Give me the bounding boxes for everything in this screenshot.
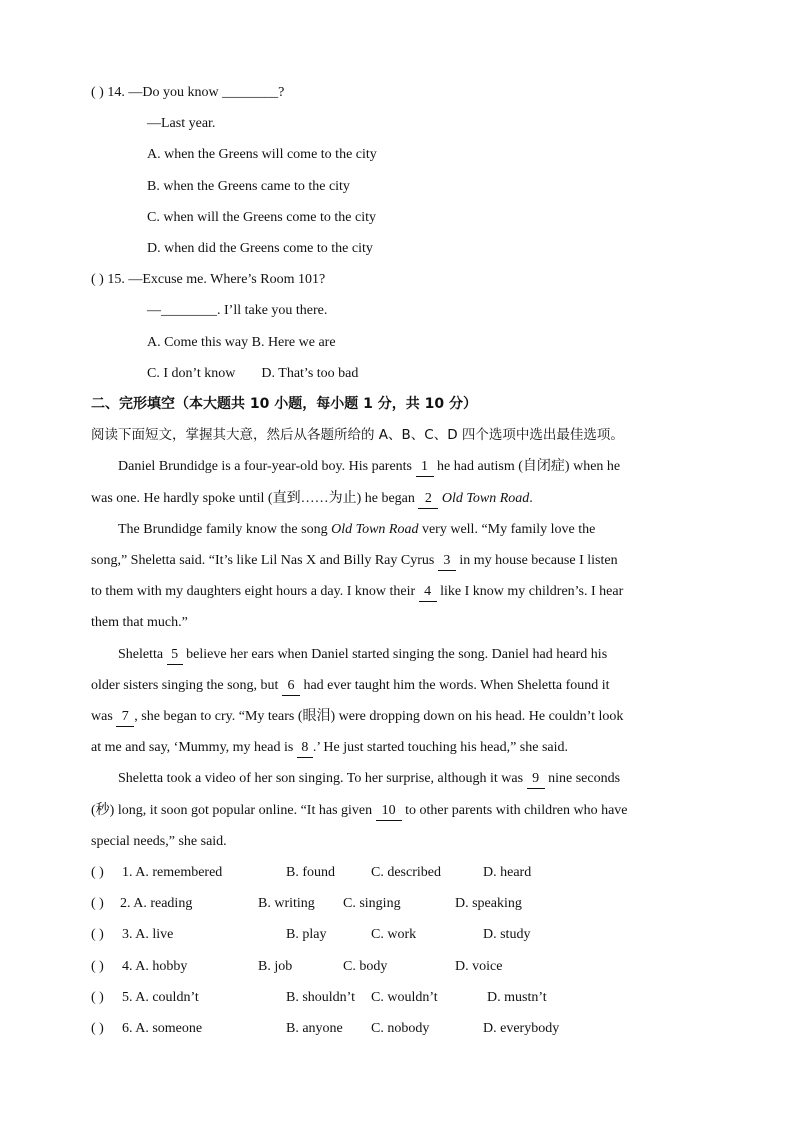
passage-text: to them with my daughters eight hours a day. I know their: [91, 584, 419, 599]
passage-text: in my house because I listen: [455, 553, 618, 568]
blank-1: 1: [416, 458, 434, 477]
option-b: B. writing: [258, 896, 315, 911]
blank-7: 7: [116, 708, 134, 727]
option-d: D. everybody: [483, 1021, 560, 1036]
option-d: D. heard: [483, 865, 532, 880]
option-a-b: A. Come this way B. Here we are: [147, 335, 336, 350]
option-c: C. described: [371, 865, 441, 880]
passage-line: [91, 583, 623, 602]
song-title: Old Town Road: [441, 491, 530, 506]
option-d: D. when did the Greens come to the city: [147, 241, 373, 256]
section-instruction: 阅读下面短文，掌握其大意，然后从各题所给的 A、B、C、D 四个选项中选出最佳选项。: [91, 427, 624, 443]
option-c: C. wouldn’t: [371, 990, 438, 1005]
option-c: C. work: [371, 927, 417, 942]
passage-text: .: [529, 491, 533, 506]
answer-paren: ( ): [91, 865, 104, 880]
blank-5: 5: [167, 646, 183, 665]
blank-3: 3: [438, 552, 456, 571]
question-text-end: ?: [278, 85, 285, 100]
answer-paren: ( ): [91, 85, 104, 100]
option-b: B. anyone: [286, 1021, 343, 1036]
passage-line: [91, 739, 568, 758]
answer-paren: ( ): [91, 990, 104, 1005]
option-c: C. nobody: [371, 1021, 430, 1036]
blank-10: 10: [376, 802, 402, 821]
blank-6: 6: [282, 677, 300, 696]
option-b: B. shouldn’t: [286, 990, 355, 1005]
option-a: 3. A. live: [122, 927, 174, 942]
passage-text: The Brundidge family know the song: [118, 522, 332, 537]
blank: ________: [222, 85, 279, 100]
passage-text: to other parents with children who have: [401, 803, 628, 818]
reply-text: . I’ll take you there.: [217, 303, 328, 318]
option-c: C. I don’t know: [147, 366, 236, 381]
passage-text: song,” Sheletta said. “It’s like Lil Nas X and Billy Ray Cyrus: [91, 553, 438, 568]
question-14-stem: [91, 84, 284, 102]
passage-text: had ever taught him the words. When Sheletta found it: [299, 678, 610, 693]
option-d: D. study: [483, 927, 531, 942]
passage-line: [91, 708, 623, 727]
passage-text: like I know my children’s. I hear: [436, 584, 624, 599]
option-b: B. found: [286, 865, 335, 880]
passage-text: very well. “My family love the: [418, 522, 596, 537]
blank-4: 4: [419, 583, 437, 602]
question-15-reply: [147, 302, 327, 320]
passage-line: [91, 677, 610, 696]
blank-8: 8: [297, 739, 313, 758]
question-15-stem: [91, 271, 325, 289]
option-c: C. body: [343, 959, 388, 974]
passage-text: he had autism (自闭症) when he: [433, 459, 621, 474]
option-c: C. when will the Greens come to the city: [147, 210, 376, 225]
passage-text: Daniel Brundidge is a four-year-old boy. His parents: [118, 459, 416, 474]
blank-2: 2: [418, 490, 438, 509]
passage-text: (秒) long, it soon got popular online. “It has given: [91, 803, 376, 818]
passage-line: [91, 802, 628, 821]
passage-line: them that much.”: [91, 615, 188, 630]
passage-text: believe her ears when Daniel started singing the song. Daniel had heard his: [182, 647, 608, 662]
passage-text: nine seconds: [544, 771, 621, 786]
passage-line: [91, 490, 533, 509]
blank: ________: [161, 303, 217, 318]
passage-line: [118, 458, 620, 477]
passage-line: [118, 646, 607, 665]
answer-paren: ( ): [91, 927, 104, 942]
option-a: 5. A. couldn’t: [122, 990, 199, 1005]
passage-text: , she began to cry. “My tears (眼泪) were dropping down on his head. He couldn’t look: [134, 709, 624, 724]
passage-text: was one. He hardly spoke until (直到……为止) he began: [91, 491, 419, 506]
option-a: A. when the Greens will come to the city: [147, 147, 377, 162]
passage-text: older sisters singing the song, but: [91, 678, 282, 693]
passage-text: .’ He just started touching his head,” she said.: [312, 740, 568, 755]
song-title: Old Town Road: [331, 522, 419, 537]
question-text: 14. —Do you know: [107, 85, 223, 100]
option-a: 2. A. reading: [120, 896, 193, 911]
passage-text: at me and say, ‘Mummy, my head is: [91, 740, 297, 755]
question-text: 15. —Excuse me. Where’s Room 101?: [107, 272, 326, 287]
option-c: C. singing: [343, 896, 401, 911]
answer-paren: ( ): [91, 1021, 104, 1036]
option-b: B. when the Greens came to the city: [147, 179, 350, 194]
passage-text: Sheletta: [118, 647, 167, 662]
option-a: 4. A. hobby: [122, 959, 188, 974]
option-d: D. mustn’t: [487, 990, 547, 1005]
option-c-d: [147, 365, 358, 383]
option-a: 6. A. someone: [122, 1021, 203, 1036]
option-d: D. voice: [455, 959, 503, 974]
passage-line: [118, 770, 620, 789]
option-b: B. play: [286, 927, 327, 942]
answer-paren: ( ): [91, 272, 104, 287]
section-heading: 二、完形填空（本大题共 10 小题，每小题 1 分，共 10 分）: [91, 396, 477, 412]
blank-9: 9: [527, 770, 545, 789]
option-d: D. That’s too bad: [261, 366, 359, 381]
passage-text: Sheletta took a video of her son singing. To her surprise, although it was: [118, 771, 527, 786]
passage-line: special needs,” she said.: [91, 834, 227, 849]
dash: —: [147, 303, 161, 318]
question-14-reply: —Last year.: [147, 116, 216, 131]
passage-text: was: [91, 709, 117, 724]
passage-line: [118, 521, 595, 539]
option-d: D. speaking: [455, 896, 522, 911]
passage-line: [91, 552, 618, 571]
option-a: 1. A. remembered: [122, 865, 223, 880]
answer-paren: ( ): [91, 959, 104, 974]
answer-paren: ( ): [91, 896, 104, 911]
option-b: B. job: [258, 959, 293, 974]
